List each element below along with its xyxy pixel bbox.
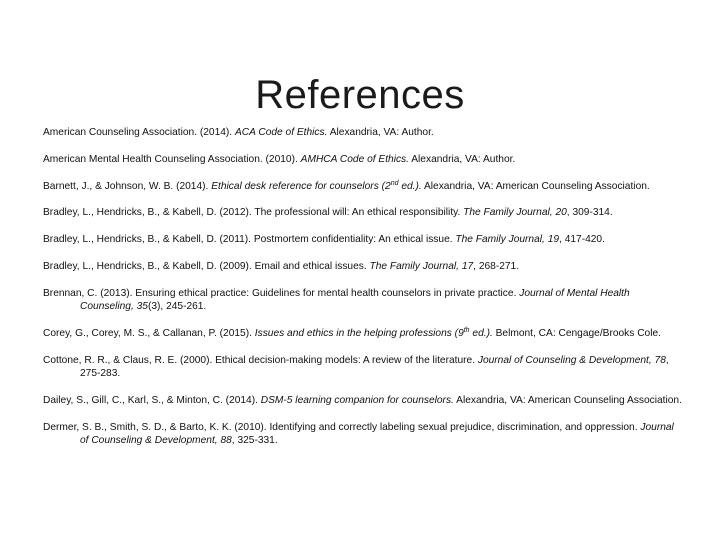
reference-entry — [43, 126, 683, 140]
reference-text: , 325-331. — [231, 435, 278, 447]
reference-text: Bradley, L., Hendricks, B., & Kabell, D. (2011). Postmortem confidentiality: An ethical issue. — [43, 234, 456, 246]
reference-text: , 275-283. — [80, 354, 669, 380]
reference-text: American Mental Health Counseling Association. (2010). — [43, 153, 301, 165]
reference-text: (3), 245-261. — [147, 301, 207, 313]
italic-text: AMHCA Code of Ethics. — [300, 153, 409, 165]
italic-text: ed.). — [469, 328, 493, 340]
reference-text: Belmont, CA: Cengage/Brooks Cole. — [492, 328, 661, 340]
italic-text: Ethical desk reference for counselors (2 — [211, 180, 391, 192]
reference-entry — [43, 260, 683, 274]
italic-text: Journal of Counseling & Development, 88 — [80, 421, 674, 447]
reference-text: Brennan, C. (2013). Ensuring ethical practice: Guidelines for mental health counselors in private practice. — [43, 287, 520, 299]
reference-entry — [43, 354, 683, 381]
reference-text: Alexandria, VA: American Counseling Association. — [453, 395, 682, 407]
italic-text: The Family Journal, 19 — [455, 234, 560, 246]
reference-text: American Counseling Association. (2014). — [43, 127, 235, 138]
reference-text: Alexandria, VA: American Counseling Association. — [421, 180, 650, 192]
page-title: References — [255, 72, 465, 117]
italic-text: DSM-5 learning companion for counselors. — [260, 395, 454, 407]
reference-text: Barnett, J., & Johnson, W. B. (2014). — [43, 180, 212, 192]
reference-text: Dermer, S. B., Smith, S. D., & Barto, K. K. (2010). Identifying and correctly labeling sexual prejudice, discrimination, and oppression. — [43, 421, 641, 433]
reference-text: Bradley, L., Hendricks, B., & Kabell, D. (2009). Email and ethical issues. — [43, 260, 370, 272]
italic-text: ACA Code of Ethics. — [234, 127, 328, 138]
italic-text: Issues and ethics in the helping professions (9 — [254, 328, 464, 340]
reference-list — [43, 126, 683, 448]
reference-text: Corey, G., Corey, M. S., & Callanan, P. (2015). — [43, 328, 255, 340]
reference-text: Cottone, R. R., & Claus, R. E. (2000). Ethical decision-making models: A review of the literature. — [43, 354, 478, 366]
reference-text: Bradley, L., Hendricks, B., & Kabell, D. (2012). The professional will: An ethical responsibility. — [43, 207, 464, 219]
reference-entry — [43, 287, 683, 314]
reference-entry — [43, 421, 683, 448]
reference-text: , 417-420. — [559, 234, 605, 246]
reference-text: , 268-271. — [473, 260, 520, 272]
reference-text: , 309-314. — [566, 207, 613, 219]
reference-entry — [43, 394, 683, 408]
italic-text: Journal of Mental Health Counseling, 35 — [80, 287, 630, 313]
superscript-text: nd — [390, 179, 399, 187]
reference-entry — [43, 233, 683, 247]
reference-entry — [43, 180, 683, 194]
reference-text: Alexandria, VA: Author. — [327, 127, 434, 138]
reference-entry — [43, 153, 683, 167]
reference-entry — [43, 206, 683, 220]
italic-text: The Family Journal, 20 — [463, 207, 567, 219]
superscript-text: th — [463, 327, 470, 335]
italic-text: ed.). — [398, 180, 422, 192]
reference-text: Dailey, S., Gill, C., Karl, S., & Minton, C. (2014). — [43, 395, 261, 407]
italic-text: Journal of Counseling & Development, 78 — [477, 354, 666, 366]
italic-text: The Family Journal, 17 — [369, 260, 474, 272]
reference-entry — [43, 327, 683, 341]
reference-text: Alexandria, VA: Author. — [408, 153, 516, 165]
